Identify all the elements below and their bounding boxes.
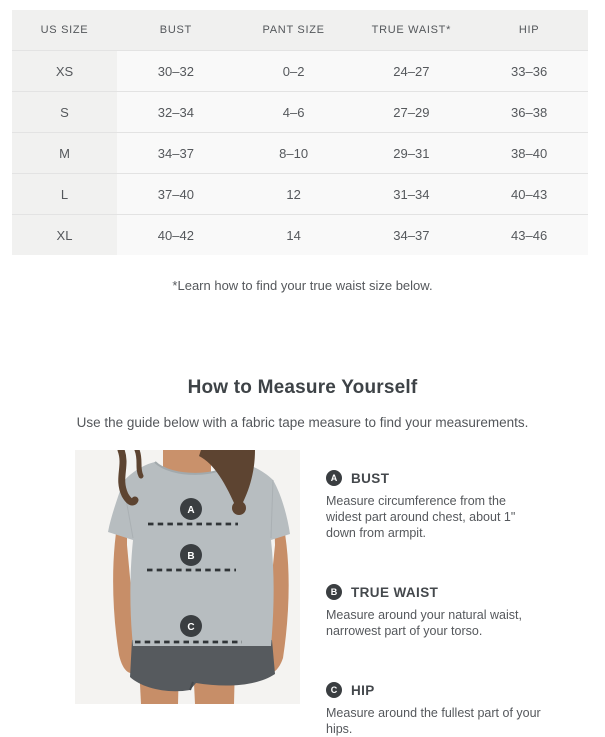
true-waist-description: Measure around your natural waist, narrowest part of your torso.: [326, 608, 522, 638]
hair-left-strand: [137, 450, 141, 476]
true-waist-label: TRUE WAIST: [351, 584, 439, 600]
size-chart-table: [12, 10, 588, 255]
waist-cell: 29–31: [353, 132, 471, 173]
true-waist-badge-icon: B: [326, 584, 342, 600]
model-figure: [75, 450, 300, 704]
hip-cell: 43–46: [470, 214, 588, 255]
pant-cell: 12: [235, 173, 353, 214]
measure-item-header: [326, 682, 544, 698]
hair-curl: [232, 501, 246, 515]
measure-item-hip: [326, 682, 544, 737]
hip-cell: 40–43: [470, 173, 588, 214]
measure-item-bust: [326, 470, 544, 541]
bust-cell: 30–32: [117, 50, 235, 91]
waist-cell: 27–29: [353, 91, 471, 132]
hip-cell: 38–40: [470, 132, 588, 173]
hip-label: HIP: [351, 682, 375, 698]
hip-description: Measure around the fullest part of your hips.: [326, 706, 541, 736]
bust-cell: 37–40: [117, 173, 235, 214]
pant-cell: 8–10: [235, 132, 353, 173]
size-cell-s: S: [12, 91, 117, 132]
hip-marker-letter: C: [187, 622, 195, 633]
pant-cell: 4–6: [235, 91, 353, 132]
measure-guide: [0, 450, 605, 737]
column-header-us-size: US SIZE: [12, 10, 117, 50]
column-header-pant-size: PANT SIZE: [235, 10, 353, 50]
size-cell-m: M: [12, 132, 117, 173]
section-subtitle: Use the guide below with a fabric tape measure to find your measurements.: [76, 415, 529, 430]
measure-item-true-waist: [326, 584, 544, 639]
measure-item-header: [326, 470, 544, 486]
size-cell-xs: XS: [12, 50, 117, 91]
column-header-hip: HIP: [470, 10, 588, 50]
bust-marker-letter: A: [187, 505, 195, 516]
size-cell-l: L: [12, 173, 117, 214]
bust-badge-icon: A: [326, 470, 342, 486]
bust-cell: 40–42: [117, 214, 235, 255]
pant-cell: 14: [235, 214, 353, 255]
hip-badge-icon: C: [326, 682, 342, 698]
waist-cell: 34–37: [353, 214, 471, 255]
hip-cell: 36–38: [470, 91, 588, 132]
waist-marker-letter: B: [187, 551, 195, 562]
hip-cell: 33–36: [470, 50, 588, 91]
waist-cell: 24–27: [353, 50, 471, 91]
size-cell-xl: XL: [12, 214, 117, 255]
column-header-bust: BUST: [117, 10, 235, 50]
true-waist-footnote: *Learn how to find your true waist size below.: [172, 278, 433, 293]
measure-instructions: [326, 450, 544, 737]
column-header-true-waist: TRUE WAIST*: [353, 10, 471, 50]
bust-description: Measure circumference from the widest part around chest, about 1" down from armpit.: [326, 494, 516, 540]
bust-cell: 32–34: [117, 91, 235, 132]
waist-cell: 31–34: [353, 173, 471, 214]
measurement-figure-image: [75, 450, 300, 704]
pant-cell: 0–2: [235, 50, 353, 91]
measure-item-header: [326, 584, 544, 600]
section-title: How to Measure Yourself: [187, 377, 418, 398]
bust-label: BUST: [351, 470, 390, 486]
bust-cell: 34–37: [117, 132, 235, 173]
